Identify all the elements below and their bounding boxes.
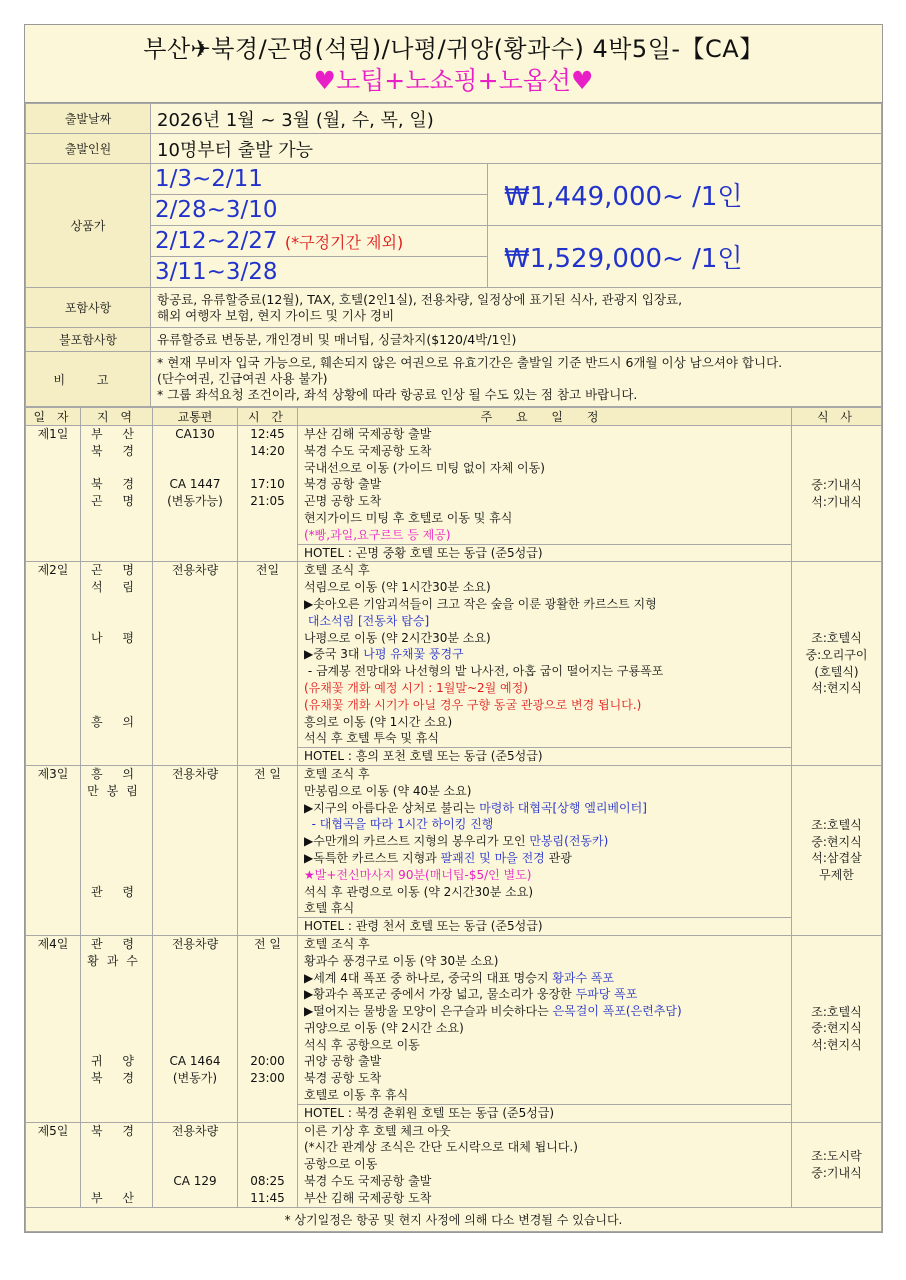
schedule-text: 석림으로 이동 (약 1시간30분 소요) xyxy=(304,580,491,595)
hotel-line: HOTEL : 관령 천서 호텔 또는 동급 (준5성급) xyxy=(298,917,791,935)
remarks-line-1: * 현재 무비자 입국 가능으로, 훼손되지 않은 여권으로 유효기간은 출발일 기준 반드시 6개월 이상 남으셔야 합니다. xyxy=(157,355,783,370)
day-region-text: 곤 명 석 림 나 평 흥 의 xyxy=(91,563,142,729)
schedule-line xyxy=(304,630,791,647)
departure-label: 출발날짜 xyxy=(26,104,151,134)
day-transport-text: 전용차량 xyxy=(171,766,219,781)
schedule-text: 북경 공항 출발 xyxy=(304,477,382,492)
schedule-header xyxy=(26,408,882,426)
schedule-line xyxy=(304,867,791,884)
schedule-highlight: 만봉림(전동카) xyxy=(529,834,609,849)
schedule-text: 호텔 조식 후 xyxy=(304,936,370,951)
date-range-1: 1/3~2/11 xyxy=(151,164,488,195)
schedule-line xyxy=(304,680,791,697)
day-region xyxy=(81,1122,153,1207)
schedule-text: 북경 수도 국제공항 출발 xyxy=(304,1174,432,1189)
schedule-text: - 금계봉 전망대와 나선형의 밭 나사전, 아홉 굽이 떨어지는 구룡폭포 xyxy=(304,664,664,679)
day-transport xyxy=(153,1122,238,1207)
schedule-line xyxy=(304,426,791,443)
people-label: 출발인원 xyxy=(26,134,151,164)
title-box xyxy=(25,25,882,103)
day-label-text: 제5일 xyxy=(37,1123,69,1138)
col-meal: 식 사 xyxy=(792,408,882,426)
day-label-text: 제2일 xyxy=(37,563,69,578)
info-table xyxy=(25,103,882,407)
schedule-line xyxy=(304,1053,791,1070)
departure-value: 2026년 1월 ~ 3월 (월, 수, 목, 일) xyxy=(151,104,882,134)
schedule-line xyxy=(304,1087,791,1104)
schedule-text: 공항으로 이동 xyxy=(304,1157,378,1172)
remarks-line-2: (단수여권, 긴급여권 사용 불가) xyxy=(157,371,328,386)
day-label-text: 제1일 xyxy=(37,427,69,441)
schedule-line xyxy=(304,476,791,493)
schedule-text: 부산 김해 국제공항 출발 xyxy=(304,427,432,441)
day-label xyxy=(26,426,81,562)
schedule-table xyxy=(25,407,882,1232)
schedule-line xyxy=(304,730,791,747)
day-time-text: 전일 xyxy=(255,563,280,578)
day-meal xyxy=(792,935,882,1122)
schedule-text: ▶떨어지는 물방울 모양이 은구슬과 비슷하다는 xyxy=(304,1004,553,1019)
schedule-line xyxy=(304,884,791,901)
schedule-line xyxy=(304,443,791,460)
schedule-text: - 대협곡을 따라 1시간 하이킹 진행 xyxy=(304,817,494,832)
day-label xyxy=(26,562,81,766)
day-time-text: 12:45 14:20 17:10 21:05 xyxy=(250,427,285,509)
excluded-value: 유류할증료 변동분, 개인경비 및 매너팁, 싱글차지($120/4박/1인) xyxy=(151,328,882,352)
day-transport xyxy=(153,426,238,562)
schedule-highlight: 두파당 폭포 xyxy=(575,987,638,1002)
day-meal xyxy=(792,562,882,766)
day-meal xyxy=(792,765,882,935)
schedule-line xyxy=(304,510,791,527)
schedule-line xyxy=(304,493,791,510)
schedule-line xyxy=(304,970,791,987)
day-label xyxy=(26,935,81,1122)
price-2: ₩1,529,000~ /1인 xyxy=(488,226,882,288)
schedule-text: 북경 공항 도착 xyxy=(304,1071,382,1086)
col-day: 일 자 xyxy=(26,408,81,426)
schedule-text: 대소석림 [전동차 탑승] xyxy=(304,613,430,628)
day-transport-text: 전용차량 CA 1464 (변동가) xyxy=(169,936,221,1086)
schedule-line xyxy=(304,697,791,714)
day-time xyxy=(238,935,298,1122)
schedule-line xyxy=(304,1037,791,1054)
col-region: 지 역 xyxy=(81,408,153,426)
schedule-line xyxy=(304,1070,791,1087)
footer-note: * 상기일정은 항공 및 현지 사정에 의해 다소 변경될 수 있습니다. xyxy=(26,1207,882,1231)
schedule-line xyxy=(304,596,791,613)
day-region-text: 관 령 황과수 귀 양 북 경 xyxy=(87,936,146,1086)
day-schedule xyxy=(298,935,792,1122)
price-1: ₩1,449,000~ /1인 xyxy=(488,164,882,226)
included-label: 포함사항 xyxy=(26,288,151,328)
schedule-line xyxy=(304,1139,791,1156)
hotel-line: HOTEL : 북경 춘휘원 호텔 또는 동급 (준5성급) xyxy=(298,1104,791,1122)
schedule-text: 귀양으로 이동 (약 2시간 소요) xyxy=(304,1020,464,1035)
remarks-line-3: * 그룹 좌석요청 조건이라, 좌석 상황에 따라 항공료 인상 될 수도 있는 점 참고 바랍니다. xyxy=(157,387,638,402)
day-meal xyxy=(792,1122,882,1207)
schedule-line xyxy=(304,986,791,1003)
schedule-line xyxy=(304,1123,791,1140)
day-label xyxy=(26,1122,81,1207)
day-meal-text: 조:도시락 중:기내식 xyxy=(811,1148,862,1180)
included-value xyxy=(151,288,882,328)
schedule-line xyxy=(304,783,791,800)
days-body xyxy=(26,426,882,1208)
schedule-text: ▶황과수 폭포군 중에서 가장 넓고, 물소리가 웅장한 xyxy=(304,987,576,1002)
schedule-tail: 관광 xyxy=(544,850,572,865)
date-range-2: 2/28~3/10 xyxy=(151,195,488,226)
schedule-text: (유채꽃 개화 시기가 아닐 경우 구향 동굴 관광으로 변경 됩니다.) xyxy=(304,697,642,712)
schedule-line xyxy=(304,800,791,817)
schedule-text: 귀양 공항 출발 xyxy=(304,1054,382,1069)
schedule-line xyxy=(304,1190,791,1207)
day-row xyxy=(26,426,882,562)
hotel-line: HOTEL : 흥의 포천 호텔 또는 동급 (준5성급) xyxy=(298,747,791,765)
schedule-text: 북경 수도 국제공항 도착 xyxy=(304,443,432,458)
day-time-text: 08:25 11:45 xyxy=(250,1174,285,1205)
schedule-text: 부산 김해 국제공항 도착 xyxy=(304,1190,432,1205)
col-schedule: 주 요 일 정 xyxy=(298,408,792,426)
page-title: 부산✈북경/곤명(석림)/나평/귀양(황과수) 4박5일-【CA】 xyxy=(143,35,764,63)
schedule-line xyxy=(304,1020,791,1037)
schedule-line xyxy=(304,953,791,970)
day-transport-text: CA130 CA 1447 (변동가능) xyxy=(167,427,223,509)
schedule-line xyxy=(304,900,791,917)
itinerary-sheet xyxy=(24,24,883,1233)
day-label-text: 제4일 xyxy=(37,936,69,951)
day-schedule xyxy=(298,426,792,562)
day-meal-text: 중:기내식 석:기내식 xyxy=(811,477,862,509)
col-time: 시 간 xyxy=(238,408,298,426)
day-row xyxy=(26,935,882,1122)
day-region-text: 북 경 부 산 xyxy=(91,1123,142,1205)
schedule-line xyxy=(304,816,791,833)
schedule-text: ▶솟아오른 기암괴석들이 크고 작은 숲을 이룬 광활한 카르스트 지형 xyxy=(304,596,657,611)
schedule-text: ▶지구의 아름다운 상처로 불리는 xyxy=(304,800,480,815)
day-transport xyxy=(153,935,238,1122)
day-schedule xyxy=(298,1122,792,1207)
day-row xyxy=(26,562,882,766)
col-transport: 교통편 xyxy=(153,408,238,426)
included-line-2: 해외 여행자 보험, 현지 가이드 및 기사 경비 xyxy=(157,307,395,323)
day-time-text: 전 일 xyxy=(254,766,281,781)
day-schedule xyxy=(298,765,792,935)
schedule-line xyxy=(304,562,791,579)
day-region xyxy=(81,765,153,935)
schedule-text: (*시간 관계상 조식은 간단 도시락으로 대체 됩니다.) xyxy=(304,1140,578,1155)
schedule-text: 현지가이드 미팅 후 호텔로 이동 및 휴식 xyxy=(304,510,513,525)
day-region xyxy=(81,562,153,766)
schedule-text: 흥의로 이동 (약 1시간 소요) xyxy=(304,714,453,729)
schedule-line xyxy=(304,936,791,953)
remarks-value xyxy=(151,352,882,407)
schedule-line xyxy=(304,579,791,596)
remarks-label: 비 고 xyxy=(26,352,151,407)
schedule-text: ▶독특한 카르스트 지형과 xyxy=(304,850,441,865)
schedule-text: 석식 후 공항으로 이동 xyxy=(304,1037,420,1052)
schedule-text: 이른 기상 후 호텔 체크 아웃 xyxy=(304,1123,451,1138)
price-label: 상품가 xyxy=(26,164,151,288)
schedule-line xyxy=(304,766,791,783)
day-label-text: 제3일 xyxy=(37,766,69,781)
day-region-text: 부 산 북 경 북 경 곤 명 xyxy=(91,427,142,509)
day-row xyxy=(26,1122,882,1207)
schedule-line xyxy=(304,833,791,850)
schedule-text: 호텔 조식 후 xyxy=(304,563,370,578)
page-subtitle: ♥노팁+노쇼핑+노옵션♥ xyxy=(313,66,594,95)
schedule-text: 나평으로 이동 (약 2시간30분 소요) xyxy=(304,630,491,645)
schedule-highlight: 나평 유채꽃 풍경구 xyxy=(363,647,464,662)
schedule-highlight: 은목걸이 폭포(은련추담) xyxy=(552,1004,682,1019)
date-range-3-cell xyxy=(151,226,488,257)
schedule-text: 호텔 휴식 xyxy=(304,901,355,916)
schedule-text: ▶수만개의 카르스트 지형의 봉우리가 모인 xyxy=(304,834,530,849)
day-region xyxy=(81,935,153,1122)
schedule-text: 만봉림으로 이동 (약 40분 소요) xyxy=(304,783,472,798)
schedule-text: ★발+전신마사지 90분(매너팁-$5/인 별도) xyxy=(304,867,532,882)
schedule-text: ▶세계 4대 폭포 중 하나로, 중국의 대표 명승지 xyxy=(304,970,553,985)
day-meal-text: 조:호텔식 중:오리구이 (호텔식) 석:현지식 xyxy=(805,631,868,696)
date-range-4: 3/11~3/28 xyxy=(151,257,488,288)
day-row xyxy=(26,765,882,935)
day-label xyxy=(26,765,81,935)
schedule-text: (*빵,과일,요구르트 등 제공) xyxy=(304,527,451,542)
day-transport xyxy=(153,562,238,766)
schedule-text: 곤명 공항 도착 xyxy=(304,494,382,509)
schedule-line xyxy=(304,1003,791,1020)
schedule-highlight: 팔괘진 및 마을 전경 xyxy=(440,850,545,865)
schedule-text: 황과수 풍경구로 이동 (약 30분 소요) xyxy=(304,953,499,968)
people-value: 10명부터 출발 가능 xyxy=(151,134,882,164)
day-time xyxy=(238,426,298,562)
schedule-text: 석식 후 호텔 투숙 및 휴식 xyxy=(304,731,439,746)
day-transport xyxy=(153,765,238,935)
schedule-text: 국내선으로 이동 (가이드 미팅 없이 자체 이동) xyxy=(304,460,545,475)
day-time xyxy=(238,765,298,935)
included-line-1: 항공료, 유류할증료(12월), TAX, 호텔(2인1실), 전용차량, 일정상에 표기된 식사, 관광지 입장료, xyxy=(157,291,683,307)
schedule-line xyxy=(304,460,791,477)
excluded-label: 불포함사항 xyxy=(26,328,151,352)
day-meal-text: 조:호텔식 중:현지식 석:삼겹살 무제한 xyxy=(811,817,862,883)
schedule-line xyxy=(304,663,791,680)
schedule-highlight: 마령하 대협곡[상행 엘리베이터] xyxy=(479,800,647,815)
schedule-text: 석식 후 관령으로 이동 (약 2시간30분 소요) xyxy=(304,884,534,899)
schedule-line xyxy=(304,1156,791,1173)
day-transport-text: 전용차량 xyxy=(171,563,219,578)
schedule-line xyxy=(304,613,791,630)
day-meal-text: 조:호텔식 중:현지식 석:현지식 xyxy=(811,1004,862,1053)
schedule-highlight: 황과수 폭포 xyxy=(552,970,615,985)
schedule-text: ▶중국 3대 xyxy=(304,647,364,662)
day-region-text: 흥 의 만봉림 관 령 xyxy=(87,766,146,899)
schedule-line xyxy=(304,527,791,544)
day-meal xyxy=(792,426,882,562)
date-range-3: 2/12~2/27 xyxy=(155,228,278,254)
day-time xyxy=(238,1122,298,1207)
day-schedule xyxy=(298,562,792,766)
schedule-text: 호텔로 이동 후 휴식 xyxy=(304,1088,409,1103)
schedule-line xyxy=(304,714,791,731)
schedule-line xyxy=(304,1173,791,1190)
schedule-line xyxy=(304,850,791,867)
day-transport-text: 전용차량 CA 129 xyxy=(171,1123,219,1189)
schedule-text: 호텔 조식 후 xyxy=(304,766,370,781)
holiday-note: (*구정기간 제외) xyxy=(284,233,404,252)
hotel-line: HOTEL : 곤명 중황 호텔 또는 동급 (준5성급) xyxy=(298,544,791,562)
schedule-line xyxy=(304,646,791,663)
day-region xyxy=(81,426,153,562)
day-time xyxy=(238,562,298,766)
schedule-text: (유채꽃 개화 예정 시기 : 1월말~2월 예정) xyxy=(304,680,528,695)
day-time-text: 전 일 20:00 23:00 xyxy=(250,936,285,1086)
